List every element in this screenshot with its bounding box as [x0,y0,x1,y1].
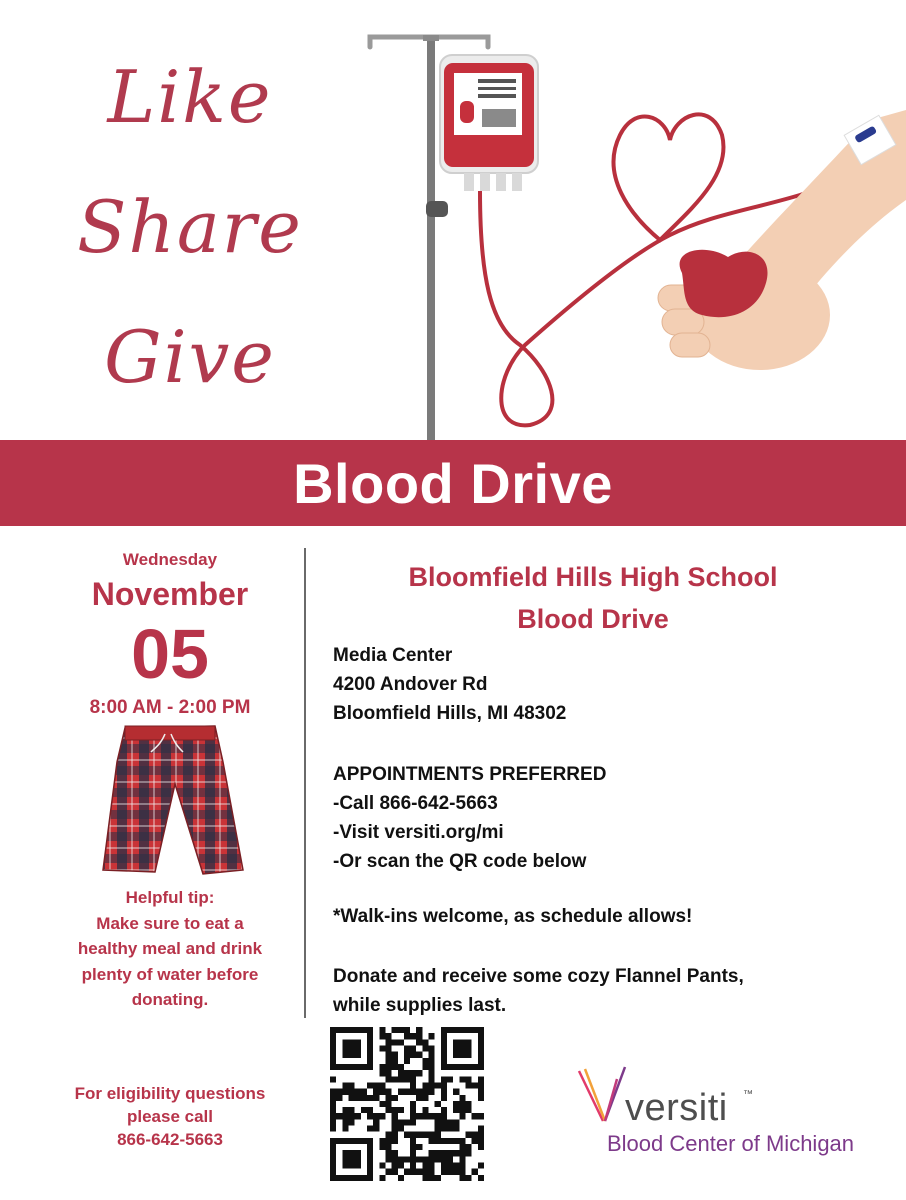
walkins-note: *Walk-ins welcome, as schedule allows! [333,906,693,927]
logo-wordmark: versiti [625,1087,728,1129]
logo-trademark: ™ [743,1089,753,1100]
eligibility-line: For eligibility questions [74,1084,266,1103]
tip-line: healthy meal and drink [77,939,263,958]
eligibility-line: please call [126,1107,213,1126]
headline-give: Give [104,315,276,399]
logo-subtitle: Blood Center of Michigan [607,1131,855,1156]
tip-line: plenty of water before [81,964,259,984]
promo-line: Donate and receive some cozy Flannel Pants, [333,966,744,987]
venue-title-line: Blood Drive [517,604,669,634]
appointments-call: -Call 866-642-5663 [333,793,498,814]
time: 8:00 AM - 2:00 PM [89,697,251,718]
qr-code-icon[interactable] [330,1027,484,1181]
eligibility-info [40,1082,300,1151]
venue-title [330,556,856,640]
eligibility-phone: 866-642-5663 [117,1130,223,1149]
appointments-block [333,760,606,876]
banner-title: Blood Drive [293,451,613,515]
promo-note [333,962,744,1020]
month: November [91,576,249,612]
weekday: Wednesday [122,550,218,569]
day: 05 [131,615,209,693]
iv-blood-bag-heart-tube-arm-icon [330,25,906,445]
headline-like: Like [107,55,273,139]
banner [0,440,906,526]
promo-line: while supplies last. [333,995,507,1016]
appointments-heading: APPOINTMENTS PREFERRED [333,764,607,785]
tip-heading: Helpful tip: [125,888,215,907]
appointments-scan: -Or scan the QR code below [333,851,587,872]
headline-share: Share [77,185,303,269]
tip-line: donating. [131,990,209,1009]
venue-street: 4200 Andover Rd [333,674,488,695]
address-block [333,641,566,728]
venue-city: Bloomfield Hills, MI 48302 [333,703,567,724]
versiti-logo [575,1065,875,1165]
venue-title-line: Bloomfield Hills High School [408,562,778,592]
tip-line: Make sure to eat a [96,913,244,933]
appointments-visit: -Visit versiti.org/mi [333,822,504,843]
column-divider [304,548,306,1018]
venue-room: Media Center [333,645,453,666]
flannel-pants-icon [95,722,245,877]
helpful-tip [40,885,300,1013]
